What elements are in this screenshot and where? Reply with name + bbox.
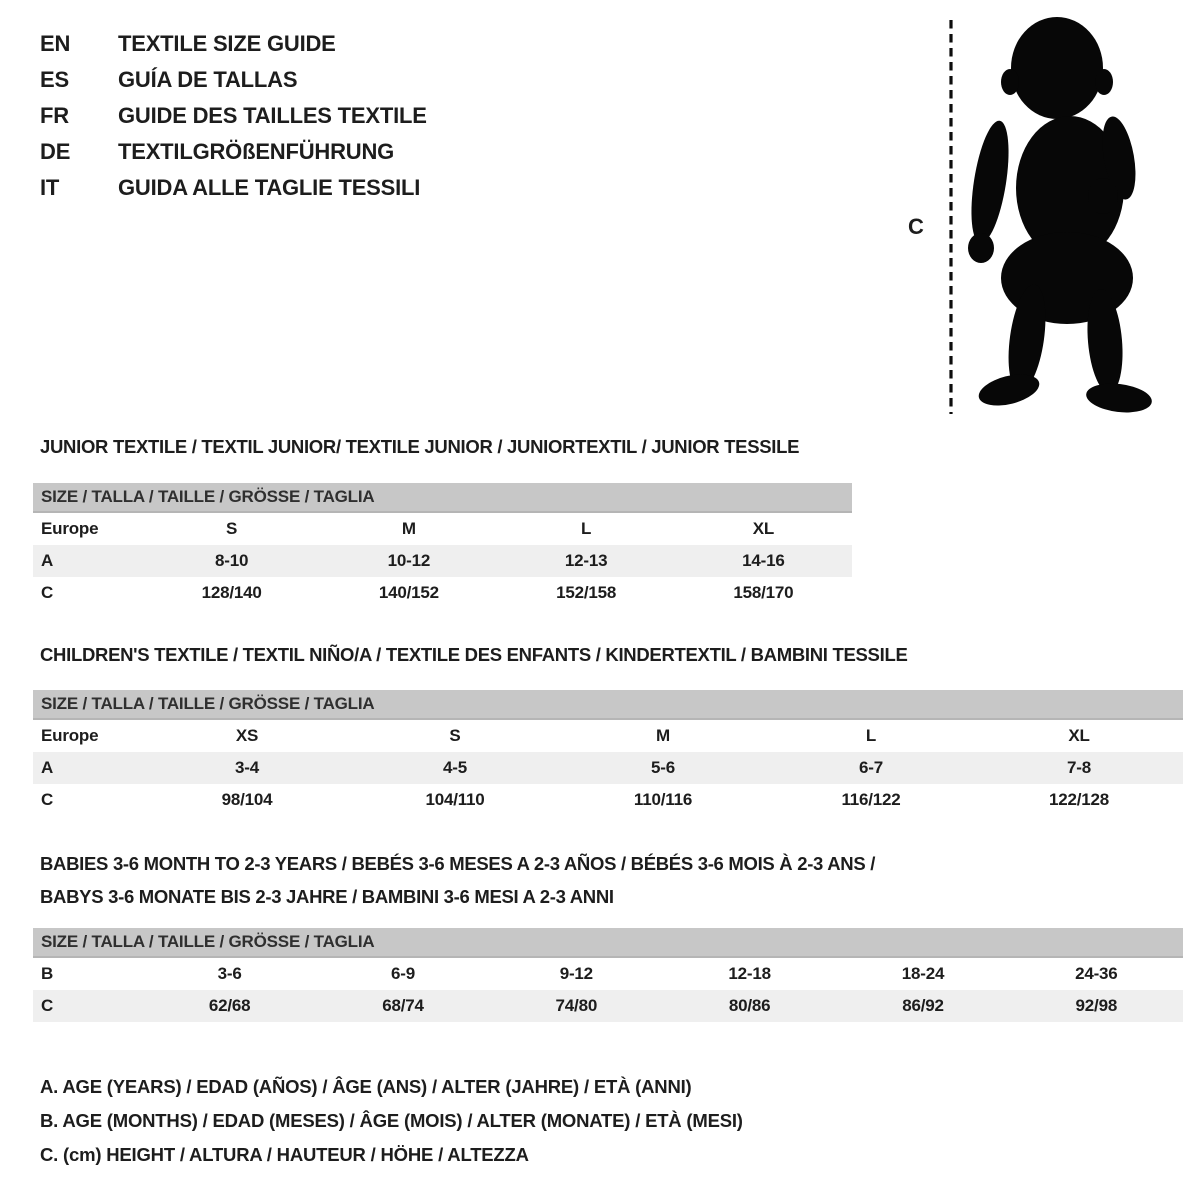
table-row	[33, 990, 1183, 1022]
size-cell: S	[449, 726, 461, 745]
value-cell: 80/86	[728, 996, 771, 1015]
language-title-list	[40, 26, 427, 206]
language-code: DE	[40, 139, 71, 164]
value-cell: 10-12	[387, 551, 431, 570]
table-row	[33, 720, 1183, 752]
children-section-title: CHILDREN'S TEXTILE / TEXTIL NIÑO/A / TEXTILE DES ENFANTS / KINDERTEXTIL / BAMBINI TESSILE	[40, 644, 908, 665]
measurement-legend	[40, 1070, 743, 1172]
size-cell: XL	[752, 519, 775, 538]
row-label: Europe	[41, 726, 99, 745]
value-cell: 122/128	[1048, 790, 1110, 809]
row-label: A	[41, 758, 54, 777]
table-row	[33, 513, 852, 545]
value-cell: 3-4	[235, 758, 259, 777]
size-cell: M	[401, 519, 416, 538]
value-cell: 14-16	[742, 551, 785, 570]
value-cell: 128/140	[201, 583, 262, 602]
value-cell: 12-18	[728, 964, 771, 983]
children-size-table	[33, 690, 1183, 816]
value-cell: 104/110	[425, 790, 485, 809]
babies-size-table	[33, 928, 1183, 1022]
value-cell: 3-6	[217, 964, 242, 983]
value-cell: 68/74	[382, 996, 424, 1015]
language-title: GUIDE DES TAILLES TEXTILE	[118, 103, 427, 128]
language-title: GUIDA ALLE TAGLIE TESSILI	[118, 175, 421, 200]
table-row	[33, 752, 1183, 784]
language-code: EN	[40, 31, 71, 56]
row-label: C	[41, 790, 54, 809]
value-cell: 92/98	[1075, 996, 1118, 1015]
value-cell: 6-7	[859, 758, 883, 777]
language-row	[40, 170, 427, 206]
value-cell: 5-6	[651, 758, 675, 777]
table-header-band: SIZE / TALLA / TAILLE / GRÖSSE / TAGLIA	[33, 928, 1183, 958]
language-row	[40, 26, 427, 62]
value-cell: 18-24	[901, 964, 945, 983]
size-cell: XS	[235, 726, 259, 745]
table-row	[33, 958, 1183, 990]
value-cell: 6-9	[391, 964, 415, 983]
row-label: C	[41, 583, 54, 602]
value-cell: 12-13	[564, 551, 608, 570]
baby-silhouette	[964, 17, 1153, 416]
language-title: GUÍA DE TALLAS	[118, 67, 298, 92]
value-cell: 7-8	[1067, 758, 1091, 777]
value-cell: 158/170	[733, 583, 794, 602]
size-cell: M	[656, 726, 670, 745]
language-row	[40, 62, 427, 98]
value-cell: 152/158	[556, 583, 617, 602]
language-code: FR	[40, 103, 69, 128]
table-row	[33, 784, 1183, 816]
value-cell: 62/68	[208, 996, 251, 1015]
size-cell: S	[226, 519, 238, 538]
size-cell: L	[865, 726, 877, 745]
language-code: IT	[40, 175, 60, 200]
value-cell: 24-36	[1075, 964, 1118, 983]
value-cell: 116/122	[841, 790, 901, 809]
measure-label-c: C	[908, 214, 924, 239]
language-row	[40, 98, 427, 134]
table-row	[33, 577, 852, 609]
language-code: ES	[40, 67, 69, 92]
babies-section-title-line1: BABIES 3-6 MONTH TO 2-3 YEARS / BEBÉS 3-6 MESES A 2-3 AÑOS / BÉBÉS 3-6 MOIS À 2-3 ANS /	[40, 853, 876, 874]
value-cell: 8-10	[215, 551, 249, 570]
junior-size-table	[33, 483, 852, 609]
row-label: C	[41, 996, 54, 1015]
baby-figure	[935, 10, 1165, 420]
table-row	[33, 545, 852, 577]
table-header-band: SIZE / TALLA / TAILLE / GRÖSSE / TAGLIA	[33, 483, 852, 513]
size-cell: XL	[1068, 726, 1090, 745]
table-header-band: SIZE / TALLA / TAILLE / GRÖSSE / TAGLIA	[33, 690, 1183, 720]
legend-line-b: B. AGE (MONTHS) / EDAD (MESES) / ÂGE (MOIS) / ALTER (MONATE) / ETÀ (MESI)	[40, 1110, 743, 1131]
language-title: TEXTILGRÖßENFÜHRUNG	[118, 139, 395, 164]
value-cell: 86/92	[902, 996, 944, 1015]
value-cell: 74/80	[555, 996, 598, 1015]
babies-section-title-line2: BABYS 3-6 MONATE BIS 2-3 JAHRE / BAMBINI 3-6 MESI A 2-3 ANNI	[40, 886, 614, 907]
row-label: B	[41, 964, 54, 983]
value-cell: 9-12	[559, 964, 593, 983]
row-label: Europe	[41, 519, 99, 538]
value-cell: 98/104	[221, 790, 273, 809]
size-cell: L	[581, 519, 592, 538]
language-row	[40, 134, 427, 170]
legend-line-c: C. (cm) HEIGHT / ALTURA / HAUTEUR / HÖHE / ALTEZZA	[40, 1144, 529, 1165]
value-cell: 140/152	[378, 583, 439, 602]
language-title: TEXTILE SIZE GUIDE	[118, 31, 336, 56]
legend-line-a: A. AGE (YEARS) / EDAD (AÑOS) / ÂGE (ANS) / ALTER (JAHRE) / ETÀ (ANNI)	[40, 1076, 692, 1097]
junior-section-title: JUNIOR TEXTILE / TEXTIL JUNIOR/ TEXTILE JUNIOR / JUNIORTEXTIL / JUNIOR TESSILE	[40, 436, 800, 457]
value-cell: 110/116	[633, 790, 693, 809]
row-label: A	[41, 551, 54, 570]
value-cell: 4-5	[443, 758, 467, 777]
